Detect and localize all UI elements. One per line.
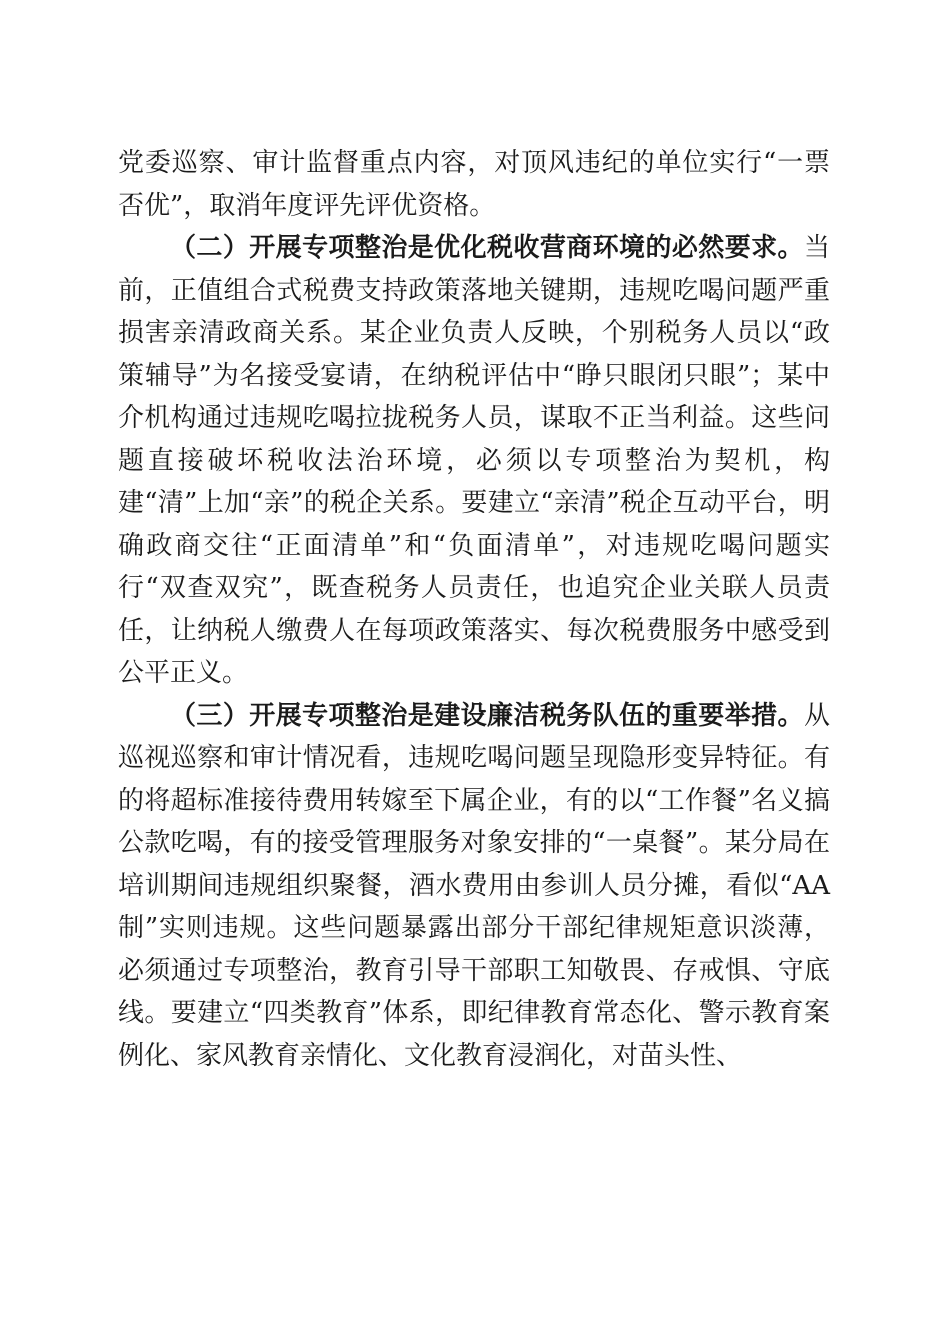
paragraph-body: 党委巡察、审计监督重点内容，对顶风违纪的单位实行“一票否优”，取消年度评先评优资格。 [118,148,830,221]
document-body [118,142,830,1077]
paragraph-body: 从巡视巡察和审计情况看，违规吃喝问题呈现隐形变异特征。有的将超标准接待费用转嫁至下属企业，有的以“工作餐”名义搞公款吃喝，有的接受管理服务对象安排的“一桌餐”。某分局在培训期间违规组织聚餐，酒水费用由参训人员分摊，看似“AA制”实则违规。这些问题暴露出部分干部纪律规矩意识淡薄，必须通过专项整治，教育引导干部职工知敬畏、存戒惧、守底线。要建立“四类教育”体系，即纪律教育常态化、警示教育案例化、家风教育亲情化、文化教育浸润化，对苗头性、 [118,700,830,1071]
paragraph-continuation [118,142,830,227]
section-heading: （三）开展专项整治是建设廉洁税务队伍的重要举措。 [170,700,804,731]
paragraph-body: 当前，正值组合式税费支持政策落地关键期，违规吃喝问题严重损害亲清政商关系。某企业负责人反映，个别税务人员以“政策辅导”为名接受宴请，在纳税评估中“睁只眼闭只眼”；某中介机构通过违规吃喝拉拢税务人员，谋取不正当利益。这些问题直接破坏税收法治环境，必须以专项整治为契机，构建“清”上加“亲”的税企关系。要建立“亲清”税企互动平台，明确政商交往“正面清单”和“负面清单”，对违规吃喝问题实行“双查双究”，既查税务人员责任，也追究企业关联人员责任，让纳税人缴费人在每项政策落实、每次税费服务中感受到公平正义。 [118,233,830,688]
paragraph-section-3 [118,695,830,1078]
section-heading: （二）开展专项整治是优化税收营商环境的必然要求。 [170,233,804,263]
paragraph-section-2 [118,227,830,695]
